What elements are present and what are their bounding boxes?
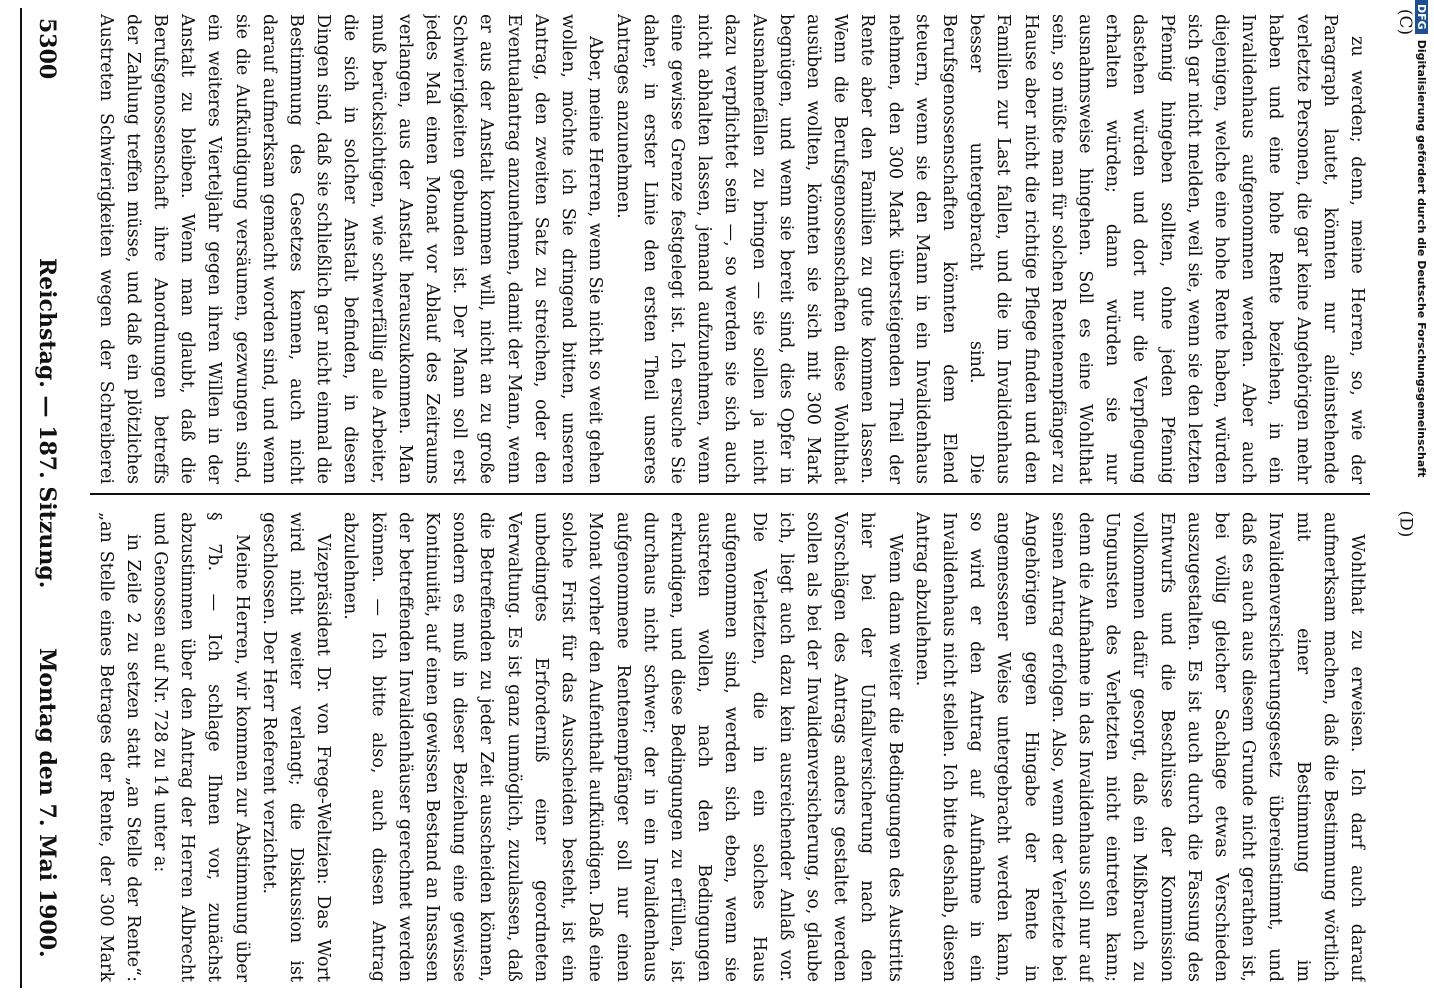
paragraph: zu werden; denn, meine Herren, so, wie der Paragraph lautet, könnten nur alleinstehende verletzte Personen, die gar keine Angehörigen mehr haben und eine hohe Rente beziehen, in ein Invalidenhaus aufgenommen werden. Aber auch diejenigen, welche eine hohe Rente haben, würden sich gar nicht melden, weil sie, wenn sie den letzten Pfennig hingeben sollten, ohne jeden Pfennig dastehen würden und dort nur die Verpflegung erhalten würden; dann würden sie nur ausnahmsweise hingehen. Soll es eine Wohlthat sein, so müßte man für solchen Rentenempfänger zu Hause aber nicht die richtige Pflege finden und den Familien zur Last fallen, und die im Invalidenhaus besser untergebracht sind. Die Berufsgenossenschaften könnten dem Elend steuern, wenn sie den Mann in ein Invalidenhaus nehmen, den 300 Mark übersteigenden Theil der Rente aber den Familien zu gute kommen lassen. Wenn die Berufsgenossenschaften diese Wohlthat ausüben wollten, könnten sie sich mit 300 Mark begnügen, und wenn sie bereit sind, dies Opfer in Ausnahmefällen zu bringen — sie sollen ja nicht dazu verpflichtet sein —, so werden sie sich auch nicht abhalten lassen, jemand aufzunehmen, wenn eine gewisse Grenze festgelegt ist. Ich ersuche Sie daher, in erster Linie den ersten Theil unseres Antrages anzunehmen.: [612, 14, 1367, 484]
page-header: [10, 8, 80, 988]
paragraph: in Zeile 2 zu setzen statt „an Stelle der Rente“: „an Stelle eines Betrages der Rente, der 300 Mark: [95, 512, 143, 982]
marker-c: (C): [1395, 8, 1416, 36]
paragraph: Wenn dann weiter die Bedingungen des Austritts hier bei der Unfallversicherung nach den Vorschlägen des Antrags anders gestaltet werden sollen als bei der Invalidenversicherung, so, glaube ich, liegt auch dazu kein ausreichender Anlaß vor. Die Verletzten, die in ein solches Haus aufgenommen sind, werden sich eben, wenn sie austreten wollen, nach den Bedingungen erkundigen, und diese Bedingungen zu erfüllen, ist durchaus nicht schwer; der in ein Invalidenhaus aufgenommene Rentenempfänger soll nur einen Monat vorher den Aufenthalt aufkündigen. Daß eine solche Frist für das Ausscheiden besteht, ist ein unbedingtes Erforderniß einer geordneten Verwaltung. Es ist ganz unmöglich, zuzulassen, daß die Betreffenden zu jeder Zeit ausscheiden können, sondern es muß in dieser Beziehung eine gewisse Kontinuität, auf einen gewissen Bestand an Insassen der betreffenden Invalidenhäuser gerechnet werden können. — Ich bitte also, auch diesen Antrag abzulehnen.: [340, 512, 905, 982]
column-divider: [90, 493, 1370, 495]
session-title: Reichstag. — 187. Sitzung.: [34, 258, 60, 589]
funding-notice: Digitalisierung gefördert durch die Deutsche Forschungsgemeinschaft: [1415, 39, 1428, 478]
marker-d: (D): [1395, 510, 1416, 538]
page-number: 5300: [34, 18, 60, 80]
paragraph: Aber, meine Herren, wenn Sie nicht so weit gehen wollen, möchte ich Sie dringend bitten, unseren Antrag, den zweiten Satz zu streichen, oder den Eventualantrag anzunehmen, damit der Mann, wenn er aus der Anstalt kommen will, nicht an zu große Schwierigkeiten gebunden ist. Der Mann soll erst jedes Mal einen Monat vor Ablauf des Zeitraums verlangen, aus der Anstalt herauszukommen. Man muß berücksichtigen, wie schwerfällig alle Arbeiter, die sich in solcher Anstalt befinden, in diesen Dingen sind, daß sie schließlich gar nicht einmal die Bestimmung des Gesetzes kennen, auch nicht darauf aufmerksam gemacht worden sind, und wenn sie die Aufkündigung versäumen, gezwungen sind, ein weiteres Vierteljahr gegen ihren Willen in der Anstalt zu bleiben. Wenn man glaubt, daß die Berufsgenossenschaft ihre Anordnungen betreffs der Zahlung treffen müsse, und daß ein plötzliches Austreten Schwierigkeiten wegen der Schreiberei: [95, 14, 606, 484]
digitization-sidebar: [1398, 0, 1434, 1000]
paragraph: Meine Herren, wir kommen zur Abstimmung über § 7b. — Ich schlage Ihnen vor, zunächst abzustimmen über den Antrag der Herren Albrecht und Genossen auf Nr. 728 zu 14 unter a:: [150, 512, 252, 982]
session-date: Montag den 7. Mai 1900.: [34, 648, 60, 958]
header-rule: [20, 8, 22, 988]
right-text-column: [90, 512, 1370, 982]
sidebar-notice: [1410, 0, 1428, 1000]
dfg-logo: DFG: [1415, 0, 1428, 34]
paragraph: Vizepräsident Dr. von Frege-Weltzien: Das Wort wird nicht weiter verlangt; die Diskussion ist geschlossen. Der Herr Referent verzichtet.: [258, 512, 334, 982]
left-text-column: [90, 14, 1370, 484]
paragraph: Wohlthat zu erweisen. Ich darf auch darauf aufmerksam machen, daß die Bestimmung wörtlich mit einer Bestimmung im Invalidenversicherungsgesetz übereinstimmt, und daß es auch aus diesem Grunde nicht gerathen ist, bei völlig gleicher Sachlage etwas Verschieden auszugestalten. Es ist auch durch die Fassung des Entwurfs und die Beschlüsse der Kommission vollkommen dafür gesorgt, daß ein Mißbrauch zu Ungunsten des Verletzten nicht eintreten kann; denn die Aufnahme in das Invalidenhaus soll nur auf seinen Antrag erfolgen. Also, wenn der Verletzte bei Angehörigen gegen Hingabe der Rente in angemessener Weise untergebracht werden kann, so wird er den Antrag auf Aufnahme in ein Invalidenhaus nicht stellen. Ich bitte deshalb, diesen Antrag abzulehnen.: [911, 512, 1367, 982]
